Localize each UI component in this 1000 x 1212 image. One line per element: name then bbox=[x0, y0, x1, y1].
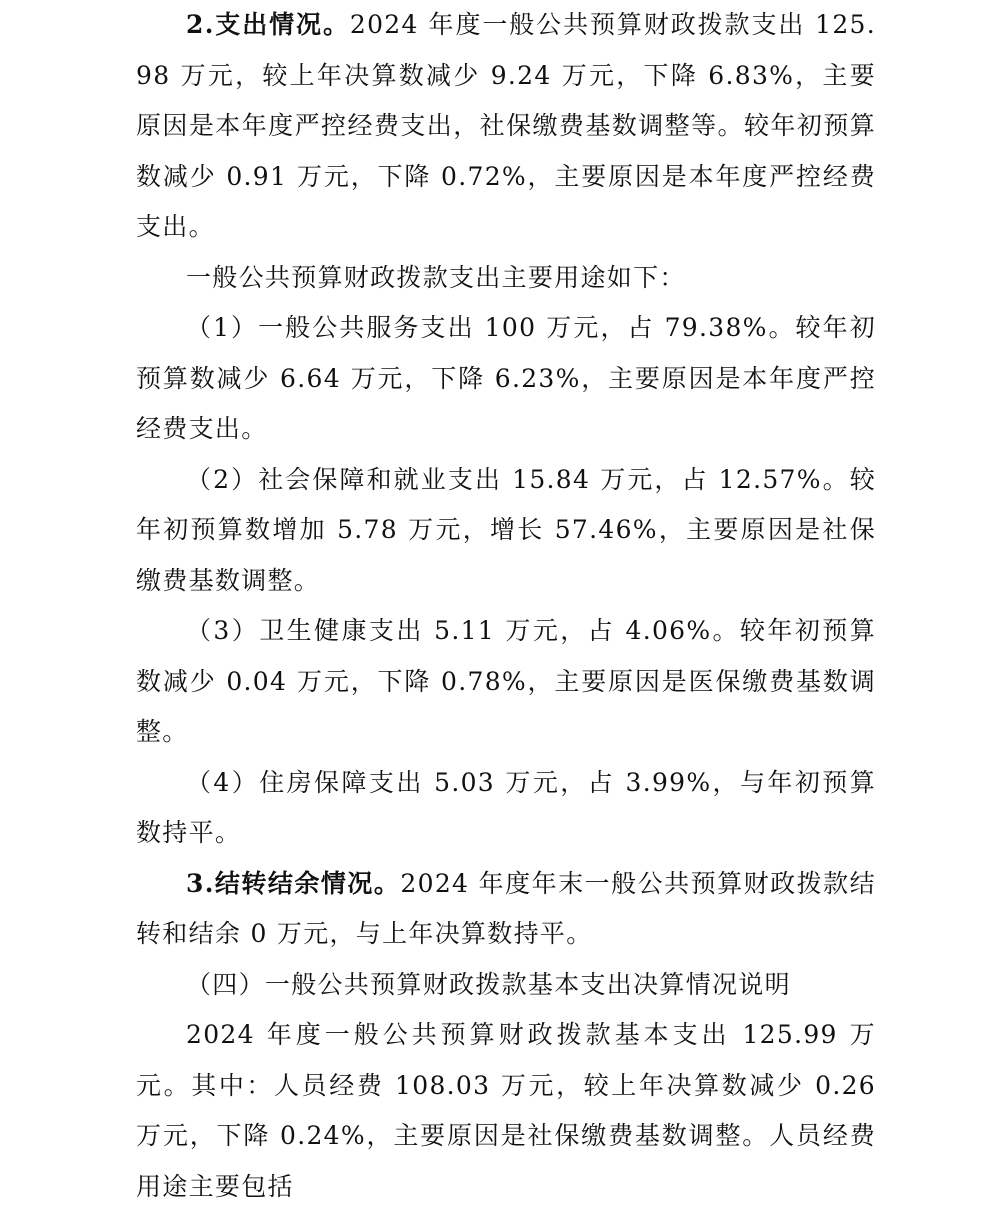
section-3-paragraph bbox=[136, 859, 876, 960]
section-3-text: 2024 年度年末一般公共预算财政拨款结转和结余 0 万元，与上年决算数持平。 bbox=[136, 868, 876, 948]
item-4: （4）住房保障支出 5.03 万元，占 3.99%，与年初预算数持平。 bbox=[136, 767, 876, 847]
section-4-title: （四）一般公共预算财政拨款基本支出决算情况说明 bbox=[186, 969, 791, 999]
item-1: （1）一般公共服务支出 100 万元，占 79.38%。较年初预算数减少 6.64 万元，下降 6.23%，主要原因是本年度严控经费支出。 bbox=[136, 313, 876, 443]
section-2-paragraph bbox=[136, 0, 876, 253]
section-3-heading: 3.结转结余情况。 bbox=[186, 868, 401, 898]
section-4-paragraph: 2024 年度一般公共预算财政拨款基本支出 125.99 万元。其中：人员经费 108.03 万元，较上年决算数减少 0.26 万元，下降 0.24%，主要原因是社保缴费基数调整。人员经费用途主要包括 bbox=[136, 1020, 876, 1201]
document-page bbox=[136, 0, 876, 1212]
item-2: （2）社会保障和就业支出 15.84 万元，占 12.57%。较年初预算数增加 5.78 万元，增长 57.46%，主要原因是社保缴费基数调整。 bbox=[136, 464, 876, 595]
uses-intro: 一般公共预算财政拨款支出主要用途如下： bbox=[186, 262, 686, 292]
section-2-text: 2024 年度一般公共预算财政拨款支出 125.98 万元，较上年决算数减少 9.24 万元，下降 6.83%，主要原因是本年度严控经费支出，社保缴费基数调整等。较年初预算数减少 0.91 万元，下降 0.72%，主要原因是本年度严控经费支出。 bbox=[136, 10, 876, 241]
item-3: （3）卫生健康支出 5.11 万元，占 4.06%。较年初预算数减少 0.04 万元，下降 0.78%，主要原因是医保缴费基数调整。 bbox=[136, 616, 876, 746]
section-2-heading: 2.支出情况。 bbox=[186, 10, 350, 39]
